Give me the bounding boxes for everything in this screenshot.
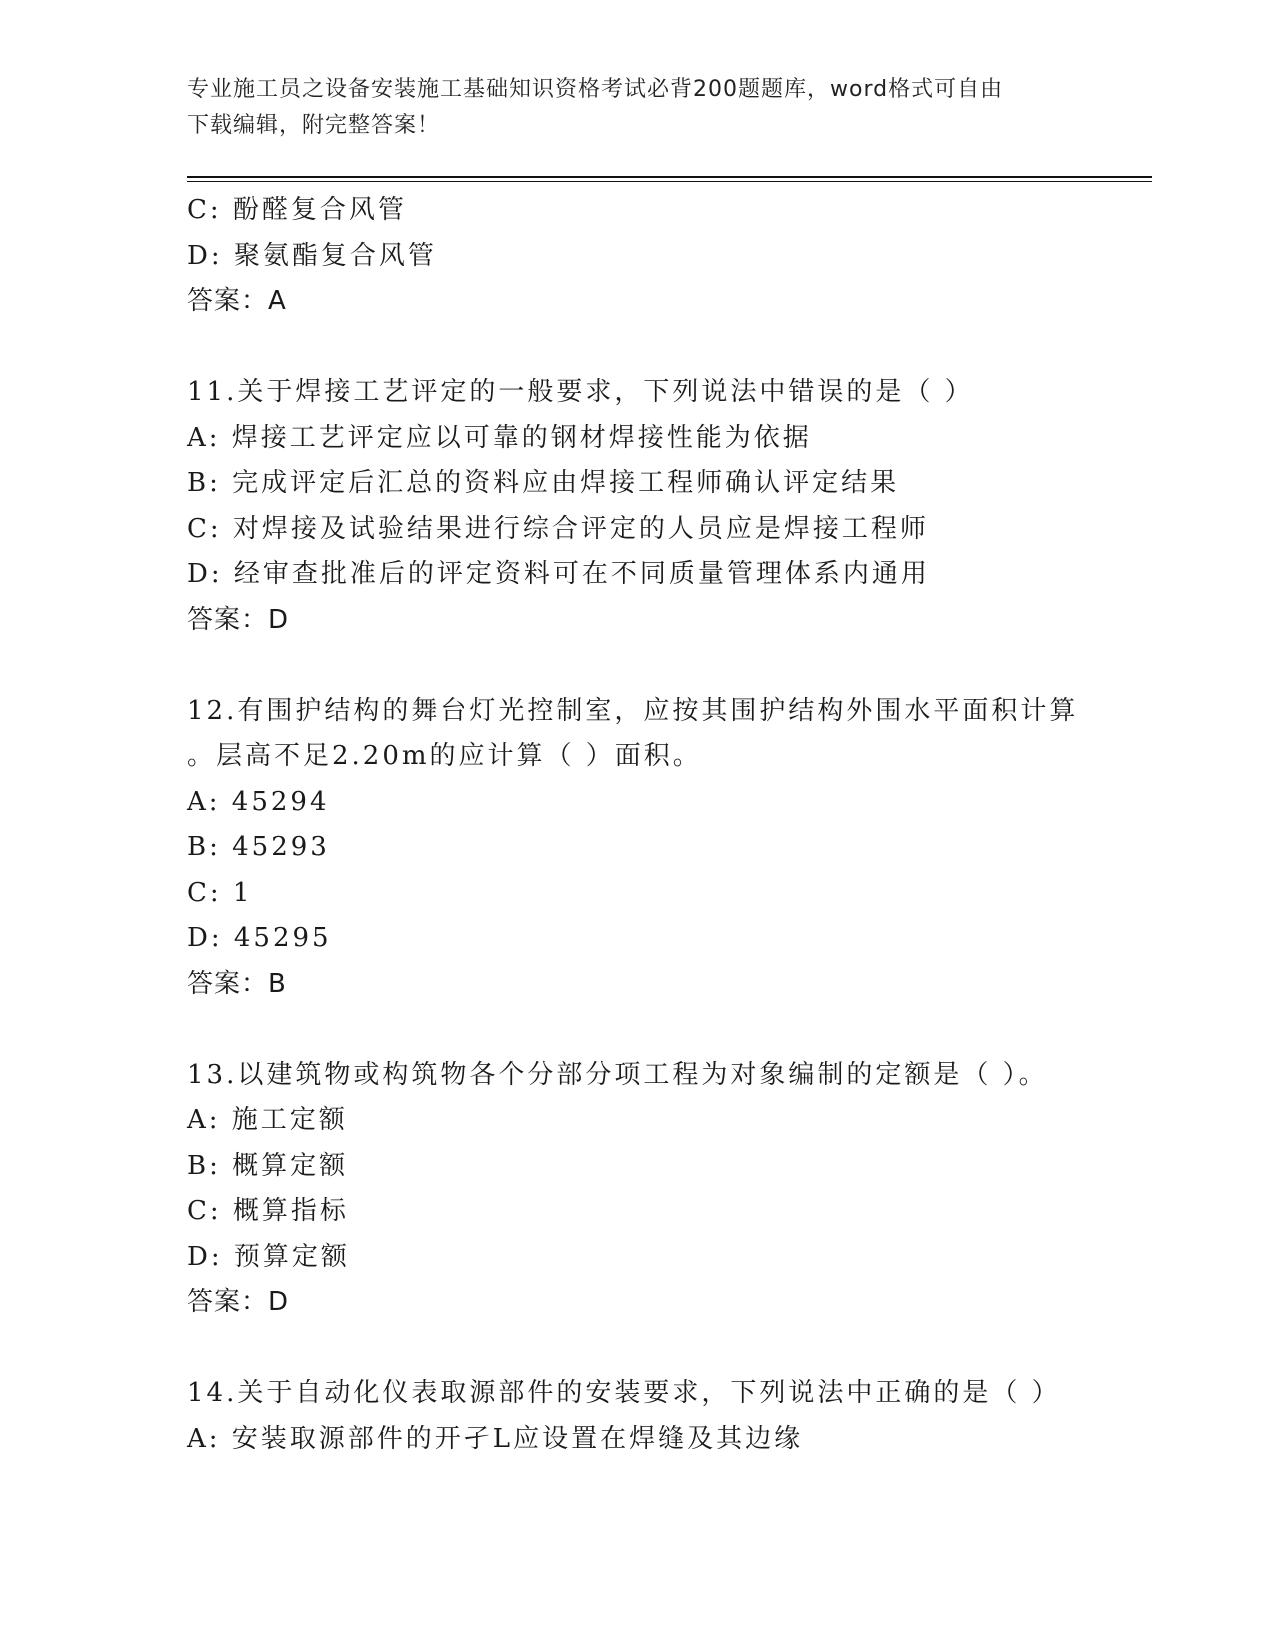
option-a: A: 施工定额 [187, 1105, 348, 1135]
option-d: D: 45295 [187, 923, 332, 953]
spacer [187, 1326, 1147, 1372]
option-b: B: 完成评定后汇总的资料应由焊接工程师确认评定结果 [187, 468, 900, 498]
question-14 [187, 1371, 1147, 1462]
question-stem: 12.有围护结构的舞台灯光控制室，应按其围护结构外围水平面积计算 [187, 695, 1079, 726]
question-prev [187, 188, 1147, 325]
option-a: A: 45294 [187, 786, 330, 817]
option-d: D: 预算定额 [187, 1241, 350, 1272]
question-stem: 11.关于焊接工艺评定的一般要求，下列说法中错误的是（ ） [187, 377, 974, 407]
answer: 答案：B [187, 968, 287, 999]
document-header [187, 72, 1067, 144]
question-list [187, 188, 1147, 1462]
header-line-1: 专业施工员之设备安装施工基础知识资格考试必背200题题库，word格式可自由 [187, 77, 1004, 102]
question-stem-continued: 。层高不足2.20m的应计算（ ）面积。 [187, 741, 702, 771]
option-a: A: 焊接工艺评定应以可靠的钢材焊接性能为依据 [187, 422, 812, 453]
spacer [187, 643, 1147, 689]
question-stem: 14.关于自动化仪表取源部件的安装要求，下列说法中正确的是（ ） [187, 1378, 1061, 1408]
answer: 答案：A [187, 286, 287, 316]
option-a: A: 安装取源部件的开孑L应设置在焊缝及其边缘 [187, 1423, 804, 1454]
spacer [187, 1007, 1147, 1053]
option-d: D: 聚氨酯复合风管 [187, 240, 437, 271]
answer: 答案：D [187, 1287, 290, 1317]
option-b: B: 概算定额 [187, 1150, 349, 1181]
option-c: C: 酚醛复合风管 [187, 195, 407, 225]
header-rule-thin [187, 181, 1152, 182]
option-b: B: 45293 [187, 832, 330, 862]
option-d: D: 经审查批准后的评定资料可在不同质量管理体系内通用 [187, 559, 930, 589]
question-13 [187, 1053, 1147, 1326]
option-c: C: 对焊接及试验结果进行综合评定的人员应是焊接工程师 [187, 513, 929, 544]
question-stem: 13.以建筑物或构筑物各个分部分项工程为对象编制的定额是（ ）。 [187, 1059, 1048, 1090]
spacer [187, 325, 1147, 371]
question-11 [187, 370, 1147, 643]
header-line-2: 下载编辑，附完整答案！ [187, 113, 441, 138]
question-12 [187, 689, 1147, 1008]
option-c: C: 概算指标 [187, 1196, 349, 1226]
header-rule-thick [187, 176, 1152, 178]
option-c: C: 1 [187, 877, 253, 908]
answer: 答案：D [187, 604, 290, 635]
